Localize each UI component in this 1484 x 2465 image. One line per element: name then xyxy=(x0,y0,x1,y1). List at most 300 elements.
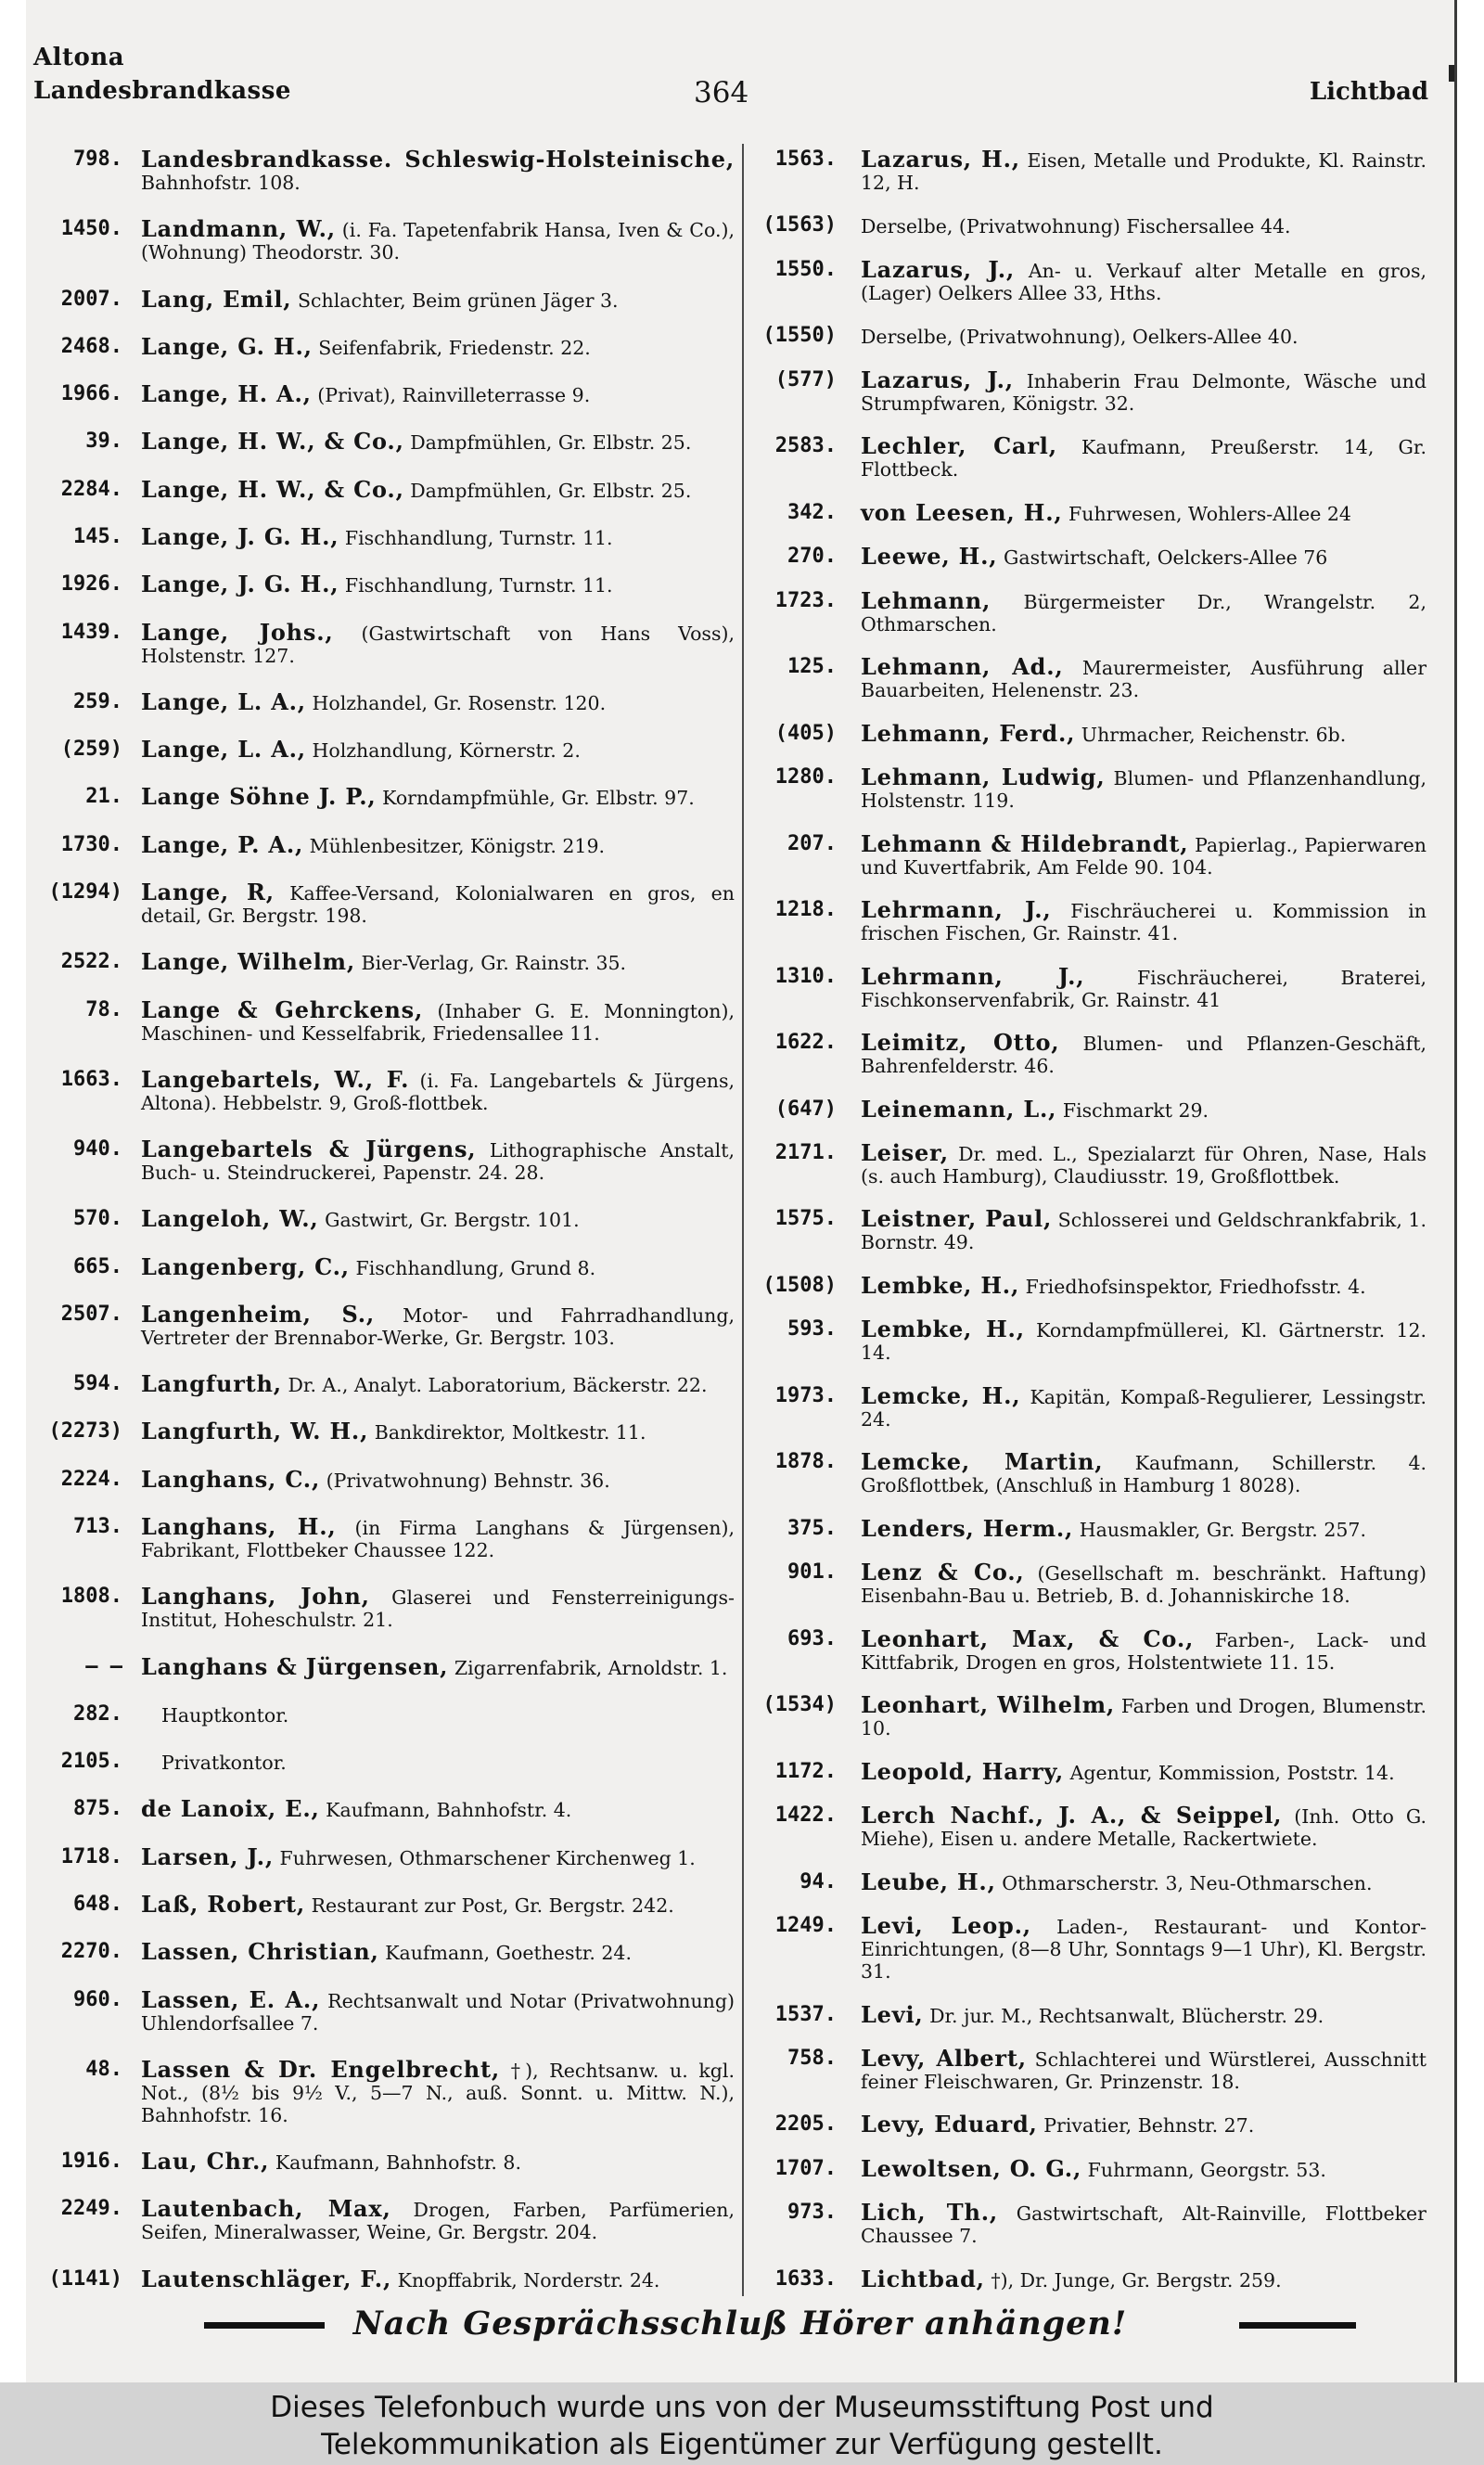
entry-details: Glaserei und Fensterreinigungs-Institut, Hoheschulstr. 21. xyxy=(141,1586,735,1632)
phone-number: 594. xyxy=(73,1372,122,1396)
phone-number: 1633. xyxy=(774,2266,837,2291)
entry-text xyxy=(141,830,735,858)
directory-entry xyxy=(30,2265,735,2292)
phone-number: (2273) xyxy=(48,1419,122,1444)
entry-details: Hauptkontor. xyxy=(161,1703,289,1727)
phone-number: 875. xyxy=(73,1797,122,1821)
entry-text xyxy=(861,1448,1427,1497)
directory-entry xyxy=(753,2154,1426,2182)
entry-name: Lazarus, H., xyxy=(861,146,1020,173)
phone-number: 901. xyxy=(787,1560,837,1585)
phone-number: 2284. xyxy=(60,477,122,501)
phone-number: 940. xyxy=(73,1137,122,1162)
directory-entry xyxy=(30,830,735,858)
entry-text xyxy=(861,1624,1427,1674)
phone-number: 1563. xyxy=(774,148,837,171)
entry-details: Bahnhofstr. 108. xyxy=(141,172,301,194)
entry-text xyxy=(141,380,735,408)
phone-number: — — xyxy=(85,1654,122,1678)
phone-number: 1439. xyxy=(60,620,122,644)
directory-entry xyxy=(30,332,735,360)
entry-text xyxy=(861,719,1426,747)
entry-name: de Lanoix, E., xyxy=(141,1795,320,1823)
phone-number: 78. xyxy=(85,997,122,1021)
entry-name: Leimitz, Otto, xyxy=(861,1029,1060,1057)
entry-details: Knopffabrik, Norderstr. 24. xyxy=(391,2268,660,2292)
directory-entry xyxy=(753,1757,1426,1785)
entry-details: Dampfmühlen, Gr. Elbstr. 25. xyxy=(403,431,692,455)
entry-text xyxy=(861,896,1426,945)
entry-name: von Leesen, H., xyxy=(861,498,1063,526)
entry-details: Kaufmann, Bahnhofstr. 4. xyxy=(319,1799,572,1822)
phone-number: 270. xyxy=(787,545,837,569)
entry-details: Gastwirt, Gr. Bergstr. 101. xyxy=(318,1209,580,1232)
entry-text xyxy=(141,522,735,550)
phone-number: (647) xyxy=(774,1097,837,1121)
entry-text xyxy=(141,1583,735,1632)
directory-entry xyxy=(30,148,735,194)
phone-number: 39. xyxy=(85,430,122,454)
entry-details: Kaufmann, Preußerstr. 14, Gr. Flottbeck. xyxy=(861,436,1426,481)
directory-entry xyxy=(753,1691,1426,1740)
phone-number: 48. xyxy=(85,2057,122,2081)
entry-details: Bier-Verlag, Gr. Rainstr. 35. xyxy=(355,952,627,975)
directory-entry xyxy=(753,1448,1427,1497)
entry-name: Langebartels & Jürgens, xyxy=(141,1136,477,1163)
directory-entry xyxy=(753,1514,1426,1542)
entry-details: (Inh. Otto G. Miehe), Eisen u. andere Metalle, Rackertwiete. xyxy=(861,1805,1427,1851)
directory-entry xyxy=(753,586,1426,636)
entry-name: Lange, R, xyxy=(141,878,275,905)
entry-details: Restaurant zur Post, Gr. Bergstr. 242. xyxy=(305,1894,674,1917)
phone-number: 2007. xyxy=(60,287,122,311)
entry-text xyxy=(141,148,735,194)
entry-details: Gastwirtschaft, Alt-Rainville, Flottbeker Chaussee 7. xyxy=(861,2202,1426,2248)
entry-name: Levy, Eduard, xyxy=(861,2111,1038,2138)
phone-number: 570. xyxy=(73,1207,122,1231)
entry-details: Fischmarkt 29. xyxy=(1056,1098,1209,1122)
entry-details: Privatier, Behnstr. 27. xyxy=(1037,2114,1255,2138)
entry-text xyxy=(141,995,735,1045)
entry-text xyxy=(141,1513,736,1562)
header-first-entry: Landesbrandkasse xyxy=(33,77,291,105)
entry-name: Lemcke, Martin, xyxy=(861,1448,1104,1476)
phone-number: 693. xyxy=(787,1626,837,1650)
entry-details: Kaufmann, Schillerstr. 4. Großflottbek, (Anschluß in Hamburg 1 8028). xyxy=(861,1452,1427,1497)
entry-details: (in Firma Langhans & Jürgensen), Fabrikant, Flottbeker Chaussee 122. xyxy=(141,1517,736,1562)
directory-entry xyxy=(30,1795,735,1823)
entry-name: Lehmann & Hildebrandt, xyxy=(861,829,1189,857)
directory-entry xyxy=(753,543,1426,571)
entry-text xyxy=(861,214,1426,238)
entry-text xyxy=(861,325,1426,348)
entry-details: Dr. med. L., Spezialarzt für Ohren, Nase, Hals (s. auch Hamburg), Claudiusstr. 19, Großflottbek. xyxy=(861,1142,1426,1188)
entry-details: Gastwirtschaft, Oelckers-Allee 76 xyxy=(997,546,1328,570)
entry-details: Kaffee-Versand, Kolonialwaren en gros, en detail, Gr. Bergstr. 198. xyxy=(141,881,735,927)
directory-entry xyxy=(753,1561,1426,1607)
entry-name: Langhans, C., xyxy=(141,1465,321,1493)
entry-name: Langebartels, W., F. xyxy=(141,1065,410,1093)
entry-details: Blumen- und Pflanzenhandlung, Holstenstr. 119. xyxy=(861,767,1427,813)
entry-text xyxy=(861,1318,1426,1364)
directory-entry xyxy=(753,1271,1426,1299)
entry-text xyxy=(861,962,1426,1011)
entry-name: Lassen, E. A., xyxy=(141,1985,321,2013)
entry-details: (Gesellschaft m. beschränkt. Haftung) Eisenbahn-Bau u. Betrieb, B. d. Johanniskirche 18. xyxy=(861,1562,1426,1608)
entry-details: Fischräucherei u. Kommission in frischen Fischen, Gr. Rainstr. 41. xyxy=(861,900,1426,945)
phone-number: 1808. xyxy=(60,1585,122,1609)
directory-entry xyxy=(753,1868,1426,1895)
phone-number: (1508) xyxy=(762,1273,837,1297)
entry-text xyxy=(141,1842,735,1870)
entry-details: Papierlag., Papierwaren und Kuvertfabrik, Am Felde 90. 104. xyxy=(861,833,1426,879)
phone-number: 1249. xyxy=(774,1914,837,1938)
entry-text xyxy=(861,1271,1426,1299)
entry-name: Lange Söhne J. P., xyxy=(141,783,377,811)
directory-entry xyxy=(30,687,735,715)
entry-text xyxy=(141,1891,735,1918)
phone-number: 1966. xyxy=(60,382,122,406)
entry-details: Dampfmühlen, Gr. Elbstr. 25. xyxy=(403,479,692,502)
phone-number: 1422. xyxy=(774,1804,837,1828)
phone-number: 145. xyxy=(73,524,122,548)
entry-text xyxy=(861,1804,1426,1850)
directory-entry xyxy=(30,1065,735,1114)
entry-details: Seifenfabrik, Friedenstr. 22. xyxy=(312,336,591,359)
entry-details: Fischräucherei, Braterei, Fischkonservenfabrik, Gr. Rainstr. 41 xyxy=(861,966,1426,1011)
directory-entry xyxy=(753,2000,1426,2028)
entry-name: Lange, L. A., xyxy=(141,687,306,715)
entry-text xyxy=(861,1381,1427,1431)
entry-text xyxy=(141,332,735,360)
entry-text xyxy=(141,1985,735,2035)
footer-notice: Nach Gesprächsschluß Hörer anhängen! xyxy=(352,2305,1128,2343)
phone-number: 125. xyxy=(787,655,837,679)
entry-name: Lange, L. A., xyxy=(141,736,306,764)
directory-entry xyxy=(30,215,735,264)
entry-text xyxy=(141,2265,735,2292)
directory-entry xyxy=(753,1912,1426,1984)
phone-number: 1310. xyxy=(774,964,837,988)
entry-text xyxy=(861,1757,1426,1785)
entry-text xyxy=(141,1938,735,1966)
entry-text xyxy=(141,285,735,313)
phone-number: 2171. xyxy=(774,1140,837,1164)
directory-entry xyxy=(30,995,735,1045)
entry-details: Uhrmacher, Reichenstr. 6b. xyxy=(1075,723,1347,746)
directory-entry xyxy=(30,475,735,503)
entry-name: Lange, G. H., xyxy=(141,332,313,360)
entry-text xyxy=(861,2113,1426,2137)
entry-details: Farben und Drogen, Blumenstr. 10. xyxy=(861,1695,1426,1740)
entry-name: Lange, H. W., & Co., xyxy=(141,428,404,456)
entry-name: Lang, Emil, xyxy=(141,285,292,313)
directory-entry xyxy=(30,430,735,454)
directory-entry xyxy=(753,498,1426,526)
directory-entry xyxy=(753,366,1426,415)
entry-name: Lenders, Herm., xyxy=(861,1514,1074,1542)
entry-name: Lange, H. W., & Co., xyxy=(141,475,404,503)
phone-number: (259) xyxy=(60,738,122,762)
phone-number: 1172. xyxy=(774,1759,837,1783)
entry-details: Korndampfmühle, Gr. Elbstr. 97. xyxy=(376,787,695,810)
entry-name: Levy, Albert, xyxy=(861,2045,1027,2072)
phone-number: 665. xyxy=(73,1254,122,1278)
entry-name: Langfurth, W. H., xyxy=(141,1418,369,1445)
phone-number: 1723. xyxy=(774,588,837,612)
phone-number: (1141) xyxy=(48,2266,122,2291)
directory-page xyxy=(26,0,1457,2382)
phone-number: 1707. xyxy=(774,2156,837,2180)
entry-name: Langfurth, xyxy=(141,1370,282,1398)
entry-text xyxy=(141,1795,735,1823)
phone-number: 2468. xyxy=(60,334,122,358)
phone-number: 1926. xyxy=(60,572,122,597)
entry-text xyxy=(141,475,735,503)
entry-name: Laß, Robert, xyxy=(141,1891,306,1918)
entry-text xyxy=(861,255,1426,304)
phone-number: (405) xyxy=(774,721,837,745)
phone-number: 798. xyxy=(73,148,122,171)
phone-number: 2205. xyxy=(774,2112,837,2137)
left-column xyxy=(30,148,735,2292)
directory-entry xyxy=(30,1205,735,1233)
entry-text xyxy=(141,215,735,264)
phone-number: 1450. xyxy=(60,217,122,241)
entry-name: Lembke, H., xyxy=(861,1316,1025,1343)
directory-entry xyxy=(753,325,1426,348)
entry-name: Langeloh, W., xyxy=(141,1205,319,1233)
directory-entry xyxy=(30,783,735,811)
phone-number: 2224. xyxy=(60,1467,122,1491)
directory-entry xyxy=(30,1703,735,1727)
entry-name: Lehmann, xyxy=(861,586,991,614)
entry-text xyxy=(141,1420,735,1444)
entry-details: (Privat), Rainvilleterrasse 9. xyxy=(311,384,591,407)
entry-name: Leinemann, L., xyxy=(861,1095,1057,1123)
entry-details: Blumen- und Pflanzen-Geschäft, Bahrenfelderstr. 46. xyxy=(861,1033,1426,1078)
entry-text xyxy=(861,1138,1426,1188)
entry-name: Lau, Chr., xyxy=(141,2148,270,2176)
entry-details: Zigarrenfabrik, Arnoldstr. 1. xyxy=(448,1656,728,1679)
phone-number: 1878. xyxy=(774,1450,837,1474)
entry-text xyxy=(861,2000,1426,2028)
directory-entry xyxy=(30,738,735,762)
entry-details: Privatkontor. xyxy=(161,1752,287,1775)
entry-details: (Gastwirtschaft von Hans Voss), Holstenstr. 127. xyxy=(141,622,735,667)
directory-entry xyxy=(30,618,735,667)
entry-text xyxy=(161,1751,735,1774)
entry-text xyxy=(141,1652,735,1680)
entry-text xyxy=(861,2265,1426,2292)
entry-name: Langenheim, S., xyxy=(141,1300,376,1328)
entry-details: Kaufmann, Bahnhofstr. 8. xyxy=(269,2151,521,2175)
page-edge-mark xyxy=(1449,65,1454,82)
column-divider xyxy=(742,144,744,2296)
entry-name: Lautenschläger, F., xyxy=(141,2265,392,2292)
header-last-entry: Lichtbad xyxy=(1309,78,1428,106)
entry-text xyxy=(861,498,1426,526)
entry-name: Langenberg, C., xyxy=(141,1252,350,1280)
directory-entry xyxy=(30,1138,735,1184)
entry-text xyxy=(861,586,1426,636)
directory-entry xyxy=(753,1029,1426,1078)
directory-entry xyxy=(753,896,1426,945)
entry-text xyxy=(141,1205,735,1233)
directory-entry xyxy=(753,2265,1426,2292)
entry-details: Schlachter, Beim grünen Jäger 3. xyxy=(291,289,619,312)
entry-details: Bankdirektor, Moltkestr. 11. xyxy=(368,1421,646,1444)
phone-number: (1294) xyxy=(48,879,122,904)
directory-entry xyxy=(753,719,1426,747)
phone-number: 282. xyxy=(73,1701,122,1726)
entry-text xyxy=(861,1561,1426,1607)
entry-name: Landmann, W., xyxy=(141,215,336,243)
entry-details: Drogen, Farben, Parfümerien, Seifen, Mineralwasser, Weine, Gr. Bergstr. 204. xyxy=(141,2199,736,2244)
entry-text xyxy=(861,2045,1426,2093)
entry-details: Dr. jur. M., Rechtsanwalt, Blücherstr. 29. xyxy=(923,2004,1324,2027)
directory-entry xyxy=(753,653,1426,702)
phone-number: 94. xyxy=(800,1869,837,1894)
entry-text xyxy=(861,432,1426,481)
directory-entry xyxy=(30,1891,735,1918)
entry-details: Kapitän, Kompaß-Regulierer, Lessingstr. 24. xyxy=(861,1385,1427,1431)
entry-text xyxy=(161,1703,735,1727)
entry-details: Hausmakler, Gr. Bergstr. 257. xyxy=(1073,1518,1366,1541)
phone-number: 1575. xyxy=(774,1207,837,1231)
directory-entry xyxy=(753,1624,1427,1674)
phone-number: 1718. xyxy=(60,1844,122,1868)
entry-name: Lautenbach, Max, xyxy=(141,2195,391,2223)
entry-text xyxy=(861,1514,1426,1542)
entry-details: Mühlenbesitzer, Königstr. 219. xyxy=(303,834,606,857)
entry-details: Fischhandlung, Turnstr. 11. xyxy=(339,574,613,597)
directory-entry xyxy=(753,148,1426,194)
phone-number: 1916. xyxy=(60,2150,122,2174)
entry-name: Leistner, Paul, xyxy=(861,1205,1053,1233)
entry-name: Lehmann, Ad., xyxy=(861,653,1064,681)
directory-entry xyxy=(30,380,735,408)
directory-entry xyxy=(30,1652,735,1680)
entry-name: Lange, H. A., xyxy=(141,380,312,408)
entry-text xyxy=(861,1205,1426,1254)
phone-number: 1537. xyxy=(774,2002,837,2026)
entry-details: (Privatwohnung) Behnstr. 36. xyxy=(320,1469,610,1492)
directory-entry xyxy=(30,2150,735,2174)
entry-text xyxy=(861,366,1426,415)
entry-text xyxy=(141,1252,735,1280)
phone-number: 2507. xyxy=(60,1302,122,1326)
phone-number: 375. xyxy=(787,1516,837,1540)
directory-entry xyxy=(30,1513,736,1562)
entry-text xyxy=(141,1370,735,1398)
entry-name: Langhans, John, xyxy=(141,1583,370,1611)
entry-name: Lange, Johs., xyxy=(141,618,334,646)
phone-number: 1280. xyxy=(774,765,837,790)
entry-text xyxy=(861,2154,1426,2182)
directory-entry xyxy=(30,878,735,927)
entry-details: Fischhandlung, Turnstr. 11. xyxy=(339,526,613,549)
running-header-left xyxy=(33,41,291,108)
entry-name: Lange, P. A., xyxy=(141,830,304,858)
entry-details: Schlosserei und Geldschrankfabrik, 1. Bornstr. 49. xyxy=(861,1209,1426,1254)
entry-details: Bürgermeister Dr., Wrangelstr. 2, Othmarschen. xyxy=(861,590,1426,636)
entry-text xyxy=(141,1138,735,1184)
entry-name: Leube, H., xyxy=(861,1868,996,1895)
directory-entry xyxy=(30,1938,735,1966)
entry-details: †), Rechtsanw. u. kgl. Not., (8½ bis 9½ V., 5—7 N., auß. Sonnt. u. Mittw. N.), Bahnhofstr. 16. xyxy=(141,2059,736,2126)
phone-number: 960. xyxy=(73,1987,122,2011)
phone-number: 259. xyxy=(73,689,122,713)
phone-number: 1730. xyxy=(60,832,122,856)
phone-number: 758. xyxy=(787,2047,837,2070)
directory-entry xyxy=(30,1300,735,1349)
directory-entry xyxy=(753,1381,1427,1431)
directory-entry xyxy=(753,766,1426,812)
entry-text xyxy=(141,2055,736,2126)
entry-text xyxy=(861,1029,1426,1078)
directory-entry xyxy=(30,1842,735,1870)
entry-name: Lembke, H., xyxy=(861,1271,1020,1299)
entry-details: Fuhrmann, Georgstr. 53. xyxy=(1081,2158,1326,2181)
entry-name: Larsen, J., xyxy=(141,1842,275,1870)
phone-number: 1973. xyxy=(774,1383,837,1407)
credit-banner xyxy=(0,2382,1484,2465)
phone-number: (577) xyxy=(774,367,837,392)
entry-name: Lazarus, J., xyxy=(861,366,1014,393)
entry-name: Leewe, H., xyxy=(861,543,998,571)
entry-details: Friedhofsinspektor, Friedhofsstr. 4. xyxy=(1019,1275,1366,1298)
directory-entry xyxy=(30,1420,735,1444)
page-number: 364 xyxy=(694,76,749,109)
entry-name: Lerch Nachf., J. A., & Seippel, xyxy=(861,1802,1283,1829)
entry-text xyxy=(141,573,735,597)
header-city: Altona xyxy=(33,44,125,71)
phone-number: 2522. xyxy=(60,950,122,974)
entry-text xyxy=(861,2199,1426,2248)
phone-number: 1663. xyxy=(60,1067,122,1091)
entry-text xyxy=(861,1095,1426,1123)
directory-entry xyxy=(30,2195,736,2244)
entry-text xyxy=(141,878,735,927)
directory-entry xyxy=(753,214,1426,238)
phone-number: 2249. xyxy=(60,2197,122,2221)
entry-details: Lithographische Anstalt, Buch- u. Steindruckerei, Papenstr. 24. 28. xyxy=(141,1139,735,1185)
phone-number: 342. xyxy=(787,500,837,524)
entry-name: Leonhart, Max, & Co., xyxy=(861,1624,1195,1652)
entry-name: Lich, Th., xyxy=(861,2199,998,2227)
entry-text xyxy=(141,1465,735,1493)
entry-name: Leopold, Harry, xyxy=(861,1757,1065,1785)
entry-details: Agentur, Kommission, Poststr. 14. xyxy=(1064,1761,1395,1784)
phone-number: 2270. xyxy=(60,1940,122,1964)
entry-text xyxy=(861,766,1426,812)
entry-name: Lehmann, Ferd., xyxy=(861,719,1076,747)
entry-details: Maurermeister, Ausführung aller Bauarbeiten, Helenenstr. 23. xyxy=(861,657,1426,702)
phone-number: (1550) xyxy=(762,324,837,348)
directory-entry xyxy=(30,1985,735,2035)
entry-name: Lehrmann, J., xyxy=(861,962,1085,990)
phone-number: 593. xyxy=(787,1317,837,1342)
directory-entry xyxy=(753,255,1426,304)
entry-details: An- u. Verkauf alter Metalle en gros, (Lager) Oelkers Allee 33, Hths. xyxy=(861,259,1426,304)
entry-details: Holzhandel, Gr. Rosenstr. 120. xyxy=(305,691,607,714)
phone-number: 973. xyxy=(787,2201,837,2225)
directory-entry xyxy=(753,1205,1426,1254)
right-column xyxy=(753,148,1426,2292)
entry-name: Leonhart, Wilhelm, xyxy=(861,1691,1116,1719)
directory-entry xyxy=(753,1138,1426,1188)
